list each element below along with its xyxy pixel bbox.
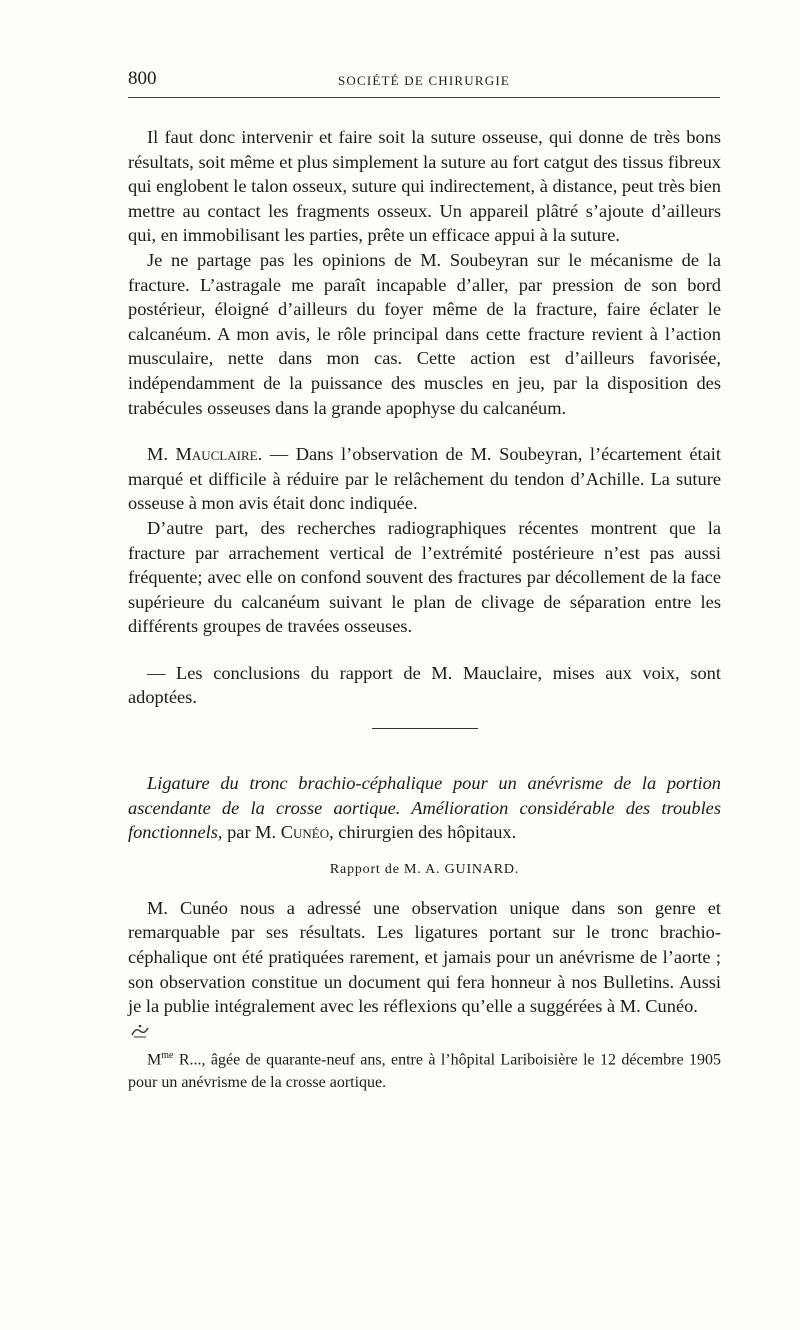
paragraph-gap [128, 420, 721, 442]
paragraph-radiographie: D’autre part, des recherches radiographiques récentes montrent que la fracture par arrachement vertical de l’extrémité postérieure n’est pas aussi fréquente; avec elle on confond souvent des fractures par décollement de la face supérieure du calcanéum suivant le plan de clivage de séparation entre les différents groupes de travées osseuses. [128, 517, 721, 637]
page-header [128, 68, 720, 98]
section-separator [372, 728, 478, 729]
article-title-by: par M. [222, 822, 281, 843]
running-title: SOCIÉTÉ DE CHIRURGIE [337, 73, 511, 88]
paragraph-cuneo: M. Cunéo nous a adressé une observation unique dans son genre et remarquable par ses résultats. Les ligatures portant sur le tronc brachio-céphalique ont été pratiquées rarement, et jamais pour un anévrisme de l’aorte ; son observation constitue un document qui fera honneur à nos Bulletins. Aussi je la publie intégralement avec les réflexions qu’elle a suggérées à M. Cunéo. [128, 897, 721, 1017]
paragraph-mecanisme: Je ne partage pas les opinions de M. Soubeyran sur le mécanisme de la fracture. L’astragale me paraît incapable d’aller, par pression de son bord postérieur, éloigné d’ailleurs du foyer même de la fracture, faire éclater le calcanéum. A mon avis, le rôle principal dans cette fracture revient à l’action musculaire, nette dans mon cas. Cette action est d’ailleurs favorisée, indépendamment de la puissance des muscles en jeu, par la disposition des trabécules osseuses dans la grande apophyse du calcanéum. [128, 249, 721, 418]
paragraph-gap [128, 639, 721, 661]
paragraph-conclusions: — Les conclusions du rapport de M. Mauclaire, mises aux voix, sont adoptées. [128, 662, 721, 708]
observation-text: R..., âgée de quarante-neuf ans, entre à l’hôpital Lariboisière le 12 décembre 1905 pour un anévrisme de la crosse aortique. [128, 1051, 721, 1092]
speaker-name: M. Mauclaire. [147, 444, 263, 465]
article-author-role: , chirurgien des hôpitaux. [329, 822, 517, 843]
article-title [128, 771, 721, 845]
page-number: 800 [128, 68, 157, 89]
article-title-italic: Ligature du tronc brachio-céphalique pour un anévrisme de la portion ascendante de la crosse aortique. Amélioration considérable des troubles fonctionnels, [128, 773, 721, 843]
speaker-text: — Dans l’observation de M. Soubeyran, l’écartement était marqué et difficile à réduire par le relâchement du tendon d’Achille. La suture osseuse à mon avis était donc indiquée. [128, 444, 722, 514]
observation-paragraph [128, 1044, 721, 1094]
paragraph-suture: Il faut donc intervenir et faire soit la suture osseuse, qui donne de très bons résultats, soit même et plus simplement la suture au fort catgut des tissus fibreux qui englobent le talon osseux, suture qui indirectement, à distance, peut très bien mettre au contact les fragments osseux. Un appareil plâtré s’ajoute d’ailleurs qui, en immobilisant les parties, prête un efficace appui à la suture. [128, 127, 721, 246]
fleuron-icon [130, 1023, 150, 1039]
rapport-heading: Rapport de M. A. GUINARD. [329, 861, 520, 877]
paragraph-mauclaire [128, 442, 721, 516]
observation-sup: me [161, 1049, 174, 1061]
paragraph-gap [128, 878, 721, 896]
body-text [128, 125, 721, 1094]
observation-prefix: M [147, 1051, 162, 1069]
article-author: Cunéo [280, 822, 330, 843]
header-rule [128, 97, 720, 98]
